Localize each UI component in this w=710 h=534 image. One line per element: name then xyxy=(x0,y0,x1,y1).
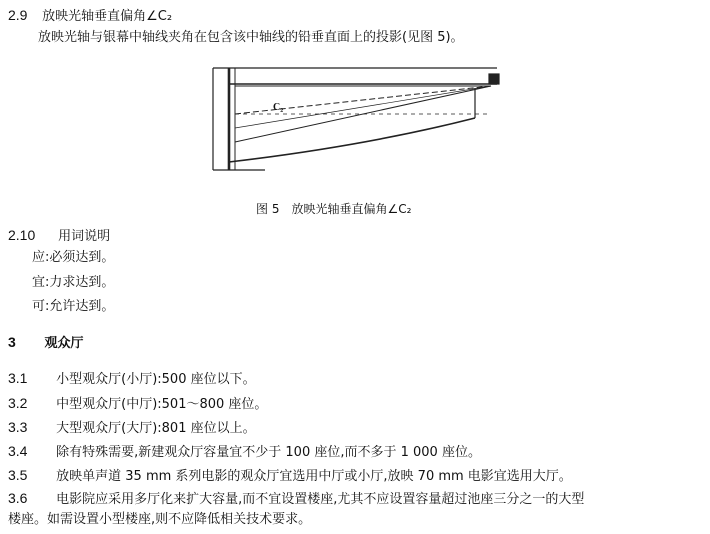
clause-3-1 xyxy=(8,370,256,388)
clause-number: 3.1 xyxy=(8,370,28,386)
clause-3-6-continuation: 楼座。如需设置小型楼座,则不应降低相关技术要求。 xyxy=(8,512,312,527)
angle-label: C₂ xyxy=(273,102,284,113)
clause-text: 电影院应采用多厅化来扩大容量,而不宜设置楼座,尤其不应设置容量超过池座三分之一的大型 xyxy=(56,492,585,507)
clause-number: 3.4 xyxy=(8,443,28,459)
clause-number: 3.5 xyxy=(8,467,28,483)
clause-number: 3.3 xyxy=(8,419,28,435)
section-title: 用词说明 xyxy=(58,229,111,244)
chapter-title: 观众厅 xyxy=(44,336,84,351)
clause-3-3 xyxy=(8,419,256,437)
chapter-number: 3 xyxy=(8,334,16,350)
projector xyxy=(489,74,499,84)
usage-item-may: 可:允许达到。 xyxy=(32,299,115,314)
chapter-3-heading xyxy=(8,334,84,352)
clause-text: 放映单声道 35 mm 系列电影的观众厅宜选用中厅或小厅,放映 70 mm 电影宜选用大厅。 xyxy=(56,469,572,484)
floor-curve xyxy=(229,118,475,162)
clause-text: 小型观众厅(小厅):500 座位以下。 xyxy=(56,372,256,387)
clause-3-4 xyxy=(8,443,481,461)
clause-text: 除有特殊需要,新建观众厅容量宜不少于 100 座位,而不多于 1 000 座位。 xyxy=(56,445,481,460)
usage-item-should: 宜:力求达到。 xyxy=(32,275,115,290)
clause-number: 3.2 xyxy=(8,395,28,411)
clause-3-5 xyxy=(8,467,572,485)
clause-3-6 xyxy=(8,490,584,508)
section-number: 2.9 xyxy=(8,7,28,23)
section-2-10-heading xyxy=(8,227,110,245)
section-number: 2.10 xyxy=(8,227,36,243)
figure-5-diagram xyxy=(205,58,501,176)
usage-item-must: 应:必须达到。 xyxy=(32,250,115,265)
section-title: 放映光轴垂直偏角∠C₂ xyxy=(42,9,173,24)
clause-number: 3.6 xyxy=(8,490,28,506)
figure-5-caption: 图 5 放映光轴垂直偏角∠C₂ xyxy=(256,202,412,216)
clause-text: 中型观众厅(中厅):501～800 座位。 xyxy=(56,397,268,412)
section-2-9-body: 放映光轴与银幕中轴线夹角在包含该中轴线的铅垂直面上的投影(见图 5)。 xyxy=(38,30,464,45)
clause-text: 大型观众厅(大厅):801 座位以上。 xyxy=(56,421,256,436)
clause-3-2 xyxy=(8,395,267,413)
section-2-9-heading xyxy=(8,7,172,25)
